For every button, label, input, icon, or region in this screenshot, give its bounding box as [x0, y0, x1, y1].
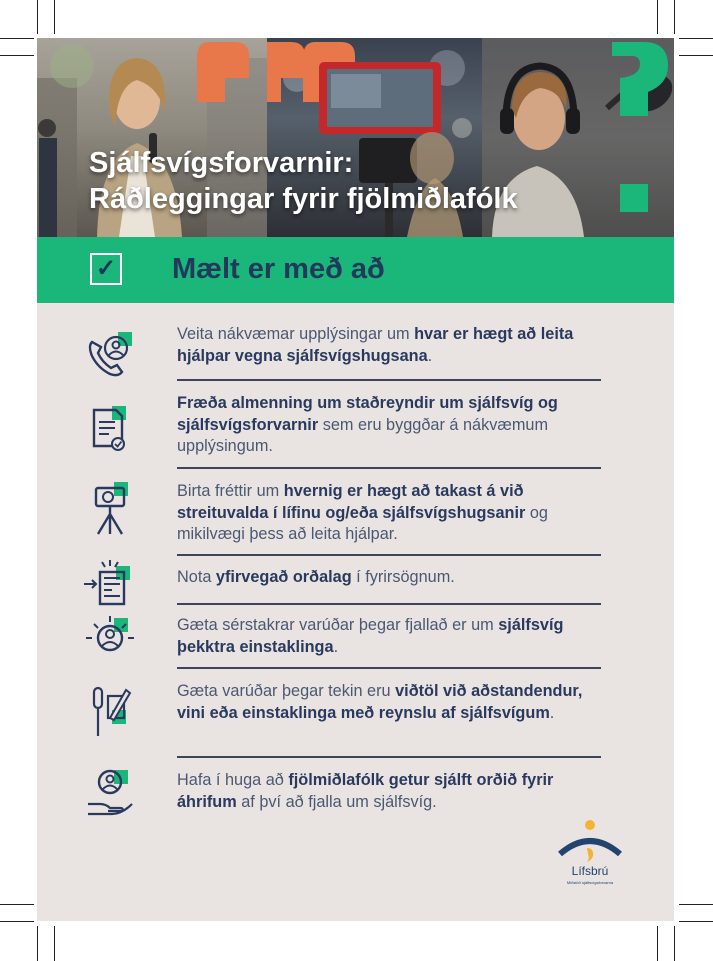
section-heading: Mælt er með að — [172, 253, 385, 285]
newspaper-icon — [82, 558, 138, 614]
hero-banner — [37, 38, 674, 237]
crop-mark — [657, 926, 658, 961]
divider — [177, 379, 601, 381]
crop-mark — [674, 926, 675, 961]
document-check-icon — [82, 400, 138, 456]
title-line-2: Ráðleggingar fyrir fjölmiðlafólk — [89, 183, 518, 215]
microphone-notes-icon — [82, 684, 138, 740]
item-text: Hafa í huga að fjölmiðlafólk getur sjálft orðið fyrir áhrifum af því að fjalla um sjálfsvíg. — [177, 771, 554, 811]
spotlight-person-icon — [82, 610, 138, 666]
poster-card — [37, 38, 674, 921]
crop-mark — [0, 921, 34, 922]
crop-mark — [0, 904, 34, 905]
crop-mark — [54, 0, 55, 34]
logo-tagline: Miðstöð sjálfsvígsforvarna — [566, 880, 614, 885]
divider — [177, 667, 601, 669]
camera-tripod-icon — [82, 480, 138, 536]
crop-mark — [37, 0, 38, 34]
phone-support-icon — [82, 326, 138, 382]
crop-mark — [0, 55, 34, 56]
item-text: Birta fréttir um hvernig er hægt að takast á við streituvalda í lífinu og/eða sjálfsvígshugsanir og mikilvægi þess að leita hjálpar. — [177, 482, 548, 543]
crop-mark — [679, 921, 713, 922]
crop-mark — [679, 904, 713, 905]
item-text: Fræða almenning um staðreyndir um sjálfsvíg og sjálfsvígsforvarnir sem eru byggðar á nákvæmum upplýsingum. — [177, 394, 558, 455]
crop-mark — [674, 0, 675, 34]
crop-mark — [657, 0, 658, 34]
divider — [177, 554, 601, 556]
recommendation-band — [37, 237, 674, 303]
crop-mark — [54, 926, 55, 961]
item-text: Nota yfirvegað orðalag í fyrirsögnum. — [177, 568, 455, 586]
logo-name: Lífsbrú — [571, 864, 609, 878]
title-line-1: Sjálfsvígsforvarnir: — [89, 147, 354, 179]
item-text: Gæta sérstakrar varúðar þegar fjallað er um sjálfsvíg þekktra einstaklinga. — [177, 616, 564, 656]
care-hand-icon — [82, 764, 138, 820]
divider — [177, 467, 601, 469]
crop-mark — [679, 38, 713, 39]
divider — [177, 603, 601, 605]
page-title — [89, 145, 518, 217]
checkbox-icon: ✓ — [90, 253, 122, 285]
item-text: Veita nákvæmar upplýsingar um hvar er hægt að leita hjálpar vegna sjálfsvígshugsana. — [177, 325, 574, 365]
item-text: Gæta varúðar þegar tekin eru viðtöl við aðstandendur, vini eða einstaklinga með reynslu af sjálfsvígum. — [177, 682, 583, 722]
crop-mark — [0, 38, 34, 39]
crop-mark — [37, 926, 38, 961]
crop-mark — [679, 55, 713, 56]
divider — [177, 756, 601, 758]
